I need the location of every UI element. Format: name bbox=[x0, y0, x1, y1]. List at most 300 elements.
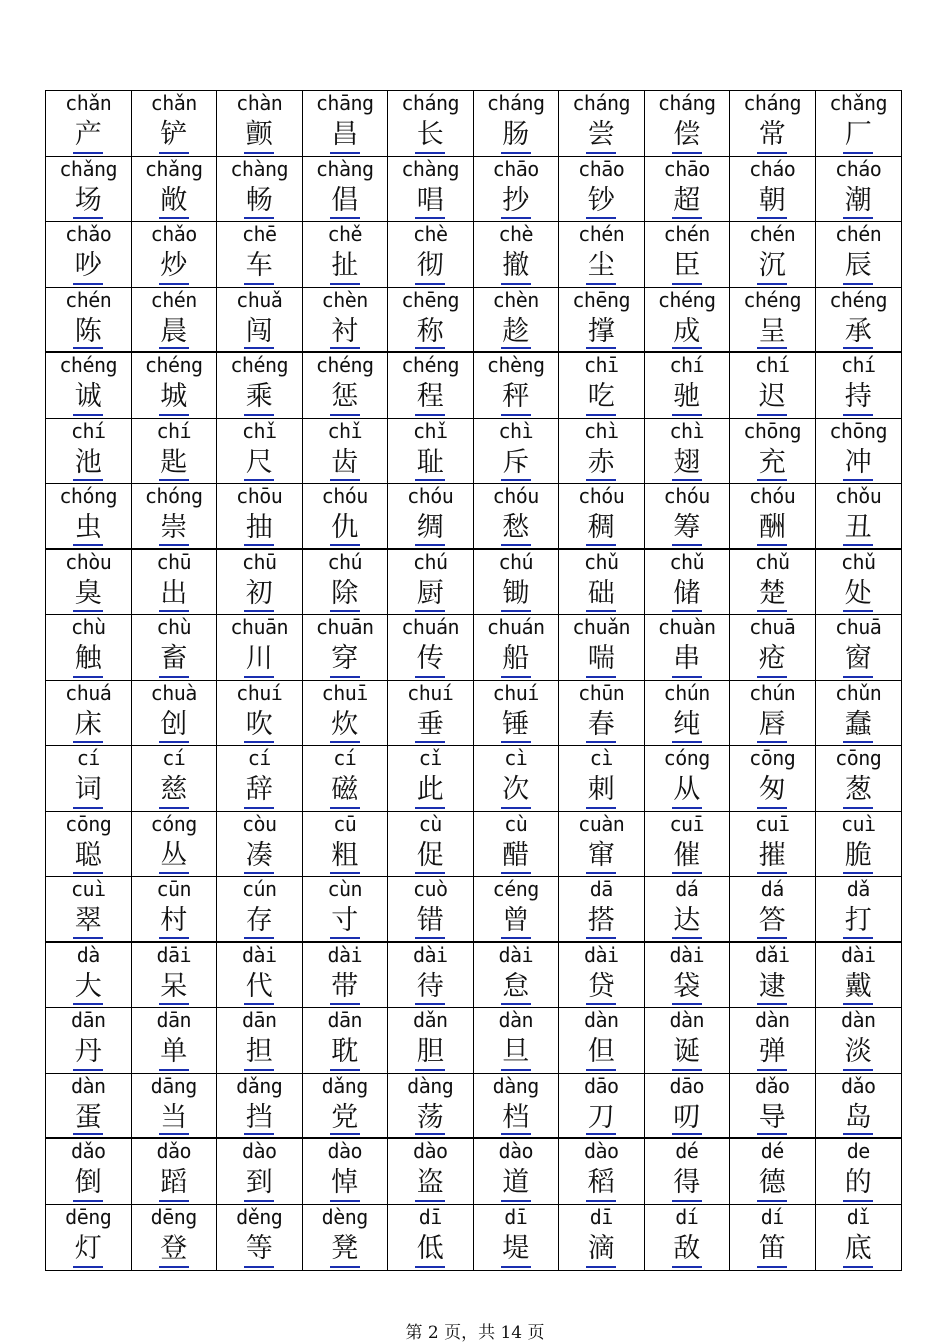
grid-cell bbox=[816, 550, 902, 616]
hanzi-character: 待 bbox=[416, 970, 444, 1002]
pinyin-text: dàn bbox=[70, 1073, 106, 1098]
hanzi-character: 匙 bbox=[160, 446, 188, 478]
pinyin-text: chún bbox=[749, 680, 796, 705]
hanzi-character: 从 bbox=[673, 774, 701, 805]
blue-underline bbox=[244, 1133, 274, 1135]
pinyin-text: chě bbox=[327, 222, 363, 246]
pinyin-text: dào bbox=[498, 1139, 534, 1163]
blue-underline bbox=[330, 1133, 360, 1135]
pinyin-text: cháng bbox=[743, 91, 802, 115]
blue-underline bbox=[672, 1266, 702, 1268]
hanzi-character: 慈 bbox=[160, 774, 188, 805]
pinyin-text: dān bbox=[241, 1008, 277, 1032]
pinyin-text: dài bbox=[498, 942, 534, 967]
grid-cell bbox=[730, 615, 816, 681]
hanzi-character: 诚 bbox=[74, 381, 102, 412]
pinyin-text: chuā bbox=[749, 615, 796, 639]
blue-underline bbox=[73, 544, 103, 546]
blue-underline bbox=[159, 217, 189, 219]
grid-cell bbox=[46, 353, 132, 419]
grid-cell bbox=[645, 550, 731, 616]
blue-underline bbox=[672, 1200, 702, 1202]
grid-cell bbox=[217, 288, 303, 354]
grid-cell bbox=[816, 1205, 902, 1271]
blue-underline bbox=[244, 807, 274, 809]
blue-underline bbox=[159, 1266, 189, 1268]
hanzi-character: 大 bbox=[74, 970, 102, 1002]
hanzi-character: 丛 bbox=[160, 839, 188, 871]
pinyin-text: chǐ bbox=[412, 418, 448, 443]
blue-underline bbox=[757, 283, 787, 285]
hanzi-character: 锄 bbox=[502, 577, 530, 609]
grid-cell bbox=[730, 943, 816, 1009]
hanzi-character: 仇 bbox=[331, 512, 359, 543]
hanzi-character: 炊 bbox=[331, 708, 359, 740]
grid-cell bbox=[816, 91, 902, 157]
grid-cell bbox=[132, 419, 218, 485]
hanzi-character: 撑 bbox=[587, 315, 615, 347]
grid-cell bbox=[474, 353, 560, 419]
pinyin-text: cù bbox=[418, 811, 442, 836]
grid-cell bbox=[303, 681, 389, 747]
pinyin-text: dā bbox=[589, 877, 613, 901]
hanzi-character: 初 bbox=[245, 577, 273, 609]
grid-cell bbox=[132, 746, 218, 812]
blue-underline bbox=[330, 1266, 360, 1268]
pinyin-text: cōng bbox=[65, 811, 112, 836]
blue-underline bbox=[244, 1069, 274, 1071]
pinyin-text: dí bbox=[760, 1204, 784, 1229]
hanzi-character: 但 bbox=[587, 1036, 615, 1067]
grid-cell bbox=[474, 91, 560, 157]
blue-underline bbox=[586, 152, 616, 154]
pinyin-text: chèng bbox=[486, 353, 545, 377]
hanzi-character: 传 bbox=[416, 643, 444, 674]
hanzi-character: 党 bbox=[331, 1101, 359, 1133]
pinyin-text: chèn bbox=[492, 287, 539, 312]
blue-underline bbox=[73, 807, 103, 809]
pinyin-text: chù bbox=[156, 615, 192, 639]
pinyin-text: chàng bbox=[315, 156, 374, 181]
hanzi-character: 处 bbox=[844, 577, 872, 609]
grid-cell bbox=[217, 222, 303, 288]
pinyin-text: céng bbox=[492, 877, 539, 901]
grid-cell bbox=[816, 615, 902, 681]
pinyin-text: chéng bbox=[743, 287, 802, 312]
pinyin-text: dào bbox=[327, 1139, 363, 1163]
pinyin-text: cháng bbox=[486, 91, 545, 115]
pinyin-text: cūn bbox=[156, 877, 192, 901]
blue-underline bbox=[586, 1133, 616, 1135]
pinyin-text: chuà bbox=[150, 680, 197, 705]
grid-cell bbox=[388, 550, 474, 616]
hanzi-character: 吃 bbox=[587, 381, 615, 412]
blue-underline bbox=[672, 152, 702, 154]
blue-underline bbox=[415, 544, 445, 546]
hanzi-character: 常 bbox=[758, 119, 786, 150]
hanzi-character: 场 bbox=[74, 184, 102, 216]
grid-cell bbox=[46, 681, 132, 747]
blue-underline bbox=[501, 937, 531, 939]
pinyin-text: cì bbox=[589, 746, 613, 770]
blue-underline bbox=[73, 610, 103, 612]
blue-underline bbox=[843, 479, 873, 481]
hanzi-character: 臣 bbox=[673, 250, 701, 281]
pinyin-text: chén bbox=[578, 222, 625, 246]
pinyin-text: chōng bbox=[743, 418, 802, 443]
page-footer: 第 2 页，共 14 页 bbox=[405, 1323, 545, 1343]
pinyin-text: dǎo bbox=[840, 1073, 876, 1098]
pinyin-text: cuī bbox=[754, 811, 790, 836]
grid-cell bbox=[46, 615, 132, 681]
grid-cell bbox=[559, 419, 645, 485]
hanzi-character: 的 bbox=[844, 1167, 872, 1198]
grid-cell bbox=[303, 1139, 389, 1205]
pinyin-text: dāo bbox=[583, 1073, 619, 1098]
grid-cell bbox=[303, 1074, 389, 1140]
grid-cell bbox=[730, 484, 816, 550]
hanzi-character: 次 bbox=[502, 774, 530, 805]
hanzi-character: 驰 bbox=[673, 381, 701, 412]
pinyin-text: dǎi bbox=[754, 942, 790, 967]
grid-cell bbox=[217, 157, 303, 223]
hanzi-character: 衬 bbox=[331, 315, 359, 347]
blue-underline bbox=[672, 676, 702, 678]
hanzi-character: 悼 bbox=[331, 1167, 359, 1198]
hanzi-character: 词 bbox=[74, 774, 102, 805]
hanzi-character: 逮 bbox=[758, 970, 786, 1002]
blue-underline bbox=[672, 807, 702, 809]
grid-cell bbox=[559, 615, 645, 681]
hanzi-character: 丹 bbox=[74, 1036, 102, 1067]
blue-underline bbox=[843, 1200, 873, 1202]
grid-cell bbox=[303, 222, 389, 288]
pinyin-text: chéng bbox=[829, 287, 888, 312]
pinyin-text: dàn bbox=[840, 1008, 876, 1032]
grid-cell bbox=[730, 877, 816, 943]
grid-cell bbox=[303, 812, 389, 878]
pinyin-text: cí bbox=[333, 746, 357, 770]
hanzi-character: 斥 bbox=[502, 446, 530, 478]
grid-cell bbox=[217, 484, 303, 550]
blue-underline bbox=[586, 610, 616, 612]
hanzi-character: 搭 bbox=[587, 905, 615, 936]
pinyin-text: dào bbox=[412, 1139, 448, 1163]
hanzi-character: 抽 bbox=[245, 512, 273, 543]
pinyin-text: chóu bbox=[492, 484, 539, 508]
hanzi-character: 淡 bbox=[844, 1036, 872, 1067]
hanzi-character: 储 bbox=[673, 577, 701, 609]
pinyin-text: chén bbox=[663, 222, 710, 246]
blue-underline bbox=[501, 544, 531, 546]
blue-underline bbox=[757, 807, 787, 809]
grid-cell bbox=[46, 1008, 132, 1074]
hanzi-character: 肠 bbox=[502, 119, 530, 150]
blue-underline bbox=[501, 741, 531, 743]
hanzi-character: 堤 bbox=[502, 1232, 530, 1264]
grid-cell bbox=[816, 681, 902, 747]
blue-underline bbox=[415, 1133, 445, 1135]
hanzi-character: 刺 bbox=[587, 774, 615, 805]
hanzi-character: 超 bbox=[673, 184, 701, 216]
blue-underline bbox=[244, 283, 274, 285]
blue-underline bbox=[501, 807, 531, 809]
grid-cell bbox=[645, 1008, 731, 1074]
grid-cell bbox=[730, 550, 816, 616]
pinyin-text: chéng bbox=[230, 353, 289, 377]
hanzi-character: 此 bbox=[416, 774, 444, 805]
hanzi-character: 昌 bbox=[331, 119, 359, 150]
blue-underline bbox=[586, 414, 616, 416]
hanzi-character: 筹 bbox=[673, 512, 701, 543]
grid-cell bbox=[559, 681, 645, 747]
hanzi-character: 怠 bbox=[502, 970, 530, 1002]
pinyin-text: chū bbox=[241, 549, 277, 574]
hanzi-character: 扯 bbox=[331, 250, 359, 281]
grid-cell bbox=[303, 746, 389, 812]
blue-underline bbox=[244, 1200, 274, 1202]
pinyin-text: chú bbox=[412, 549, 448, 574]
grid-cell bbox=[730, 157, 816, 223]
blue-underline bbox=[415, 872, 445, 874]
pinyin-text: cuì bbox=[840, 811, 876, 836]
pinyin-text: chè bbox=[412, 222, 448, 246]
blue-underline bbox=[330, 414, 360, 416]
grid-cell bbox=[559, 288, 645, 354]
grid-cell bbox=[132, 353, 218, 419]
pinyin-text: chǔ bbox=[669, 549, 705, 574]
hanzi-character: 创 bbox=[160, 708, 188, 740]
pinyin-text: dī bbox=[418, 1204, 442, 1229]
grid-cell bbox=[474, 877, 560, 943]
pinyin-text: chún bbox=[663, 680, 710, 705]
hanzi-character: 蛋 bbox=[74, 1101, 102, 1133]
grid-cell bbox=[645, 419, 731, 485]
grid-cell bbox=[388, 877, 474, 943]
pinyin-text: dàn bbox=[583, 1008, 619, 1032]
hanzi-character: 导 bbox=[758, 1101, 786, 1133]
pinyin-text: chǎn bbox=[65, 91, 112, 115]
blue-underline bbox=[757, 1003, 787, 1005]
grid-cell bbox=[816, 1074, 902, 1140]
grid-cell bbox=[132, 91, 218, 157]
hanzi-character: 倒 bbox=[74, 1167, 102, 1198]
hanzi-character: 翠 bbox=[74, 905, 102, 936]
blue-underline bbox=[330, 217, 360, 219]
grid-cell bbox=[730, 1205, 816, 1271]
hanzi-character: 臭 bbox=[74, 577, 102, 609]
blue-underline bbox=[586, 347, 616, 349]
grid-cell bbox=[132, 222, 218, 288]
hanzi-character: 低 bbox=[416, 1232, 444, 1264]
pinyin-text: dào bbox=[241, 1139, 277, 1163]
grid-cell bbox=[645, 681, 731, 747]
blue-underline bbox=[757, 610, 787, 612]
grid-cell bbox=[559, 353, 645, 419]
pinyin-text: cū bbox=[333, 811, 357, 836]
grid-cell bbox=[217, 746, 303, 812]
grid-cell bbox=[46, 157, 132, 223]
blue-underline bbox=[586, 741, 616, 743]
grid-cell bbox=[217, 812, 303, 878]
blue-underline bbox=[330, 676, 360, 678]
pinyin-text: chōu bbox=[236, 484, 283, 508]
pinyin-text: dí bbox=[675, 1204, 699, 1229]
grid-cell bbox=[730, 288, 816, 354]
blue-underline bbox=[501, 872, 531, 874]
hanzi-character: 楚 bbox=[758, 577, 786, 609]
grid-cell bbox=[730, 91, 816, 157]
blue-underline bbox=[159, 347, 189, 349]
blue-underline bbox=[73, 217, 103, 219]
pinyin-text: chàng bbox=[401, 156, 460, 181]
blue-underline bbox=[73, 283, 103, 285]
grid-cell bbox=[217, 681, 303, 747]
blue-underline bbox=[330, 1200, 360, 1202]
hanzi-character: 出 bbox=[160, 577, 188, 609]
grid-cell bbox=[559, 1139, 645, 1205]
hanzi-character: 船 bbox=[502, 643, 530, 674]
blue-underline bbox=[159, 1133, 189, 1135]
pinyin-text: chóu bbox=[663, 484, 710, 508]
blue-underline bbox=[501, 1003, 531, 1005]
blue-underline bbox=[159, 741, 189, 743]
grid-cell bbox=[474, 157, 560, 223]
blue-underline bbox=[73, 937, 103, 939]
pinyin-text: dǎn bbox=[412, 1008, 448, 1032]
blue-underline bbox=[330, 1003, 360, 1005]
blue-underline bbox=[843, 152, 873, 154]
hanzi-character: 秤 bbox=[502, 381, 530, 412]
grid-cell bbox=[388, 746, 474, 812]
pinyin-text: còu bbox=[241, 811, 277, 836]
grid-cell bbox=[388, 353, 474, 419]
hanzi-character: 城 bbox=[160, 381, 188, 412]
pinyin-text: cún bbox=[241, 877, 277, 901]
pinyin-text: dàn bbox=[754, 1008, 790, 1032]
blue-underline bbox=[672, 1003, 702, 1005]
blue-underline bbox=[73, 1266, 103, 1268]
hanzi-character: 冲 bbox=[844, 446, 872, 478]
blue-underline bbox=[501, 1069, 531, 1071]
pinyin-text: chén bbox=[150, 287, 197, 312]
pinyin-text: chuǎn bbox=[572, 615, 631, 639]
grid-cell bbox=[559, 91, 645, 157]
hanzi-character: 春 bbox=[587, 708, 615, 740]
blue-underline bbox=[672, 872, 702, 874]
hanzi-character: 尺 bbox=[245, 446, 273, 478]
grid-cell bbox=[303, 353, 389, 419]
blue-underline bbox=[757, 937, 787, 939]
grid-cell bbox=[217, 1139, 303, 1205]
blue-underline bbox=[586, 1200, 616, 1202]
pinyin-text: chéng bbox=[59, 353, 118, 377]
blue-underline bbox=[672, 414, 702, 416]
pinyin-text: chāo bbox=[578, 156, 625, 181]
grid-cell bbox=[645, 288, 731, 354]
grid-cell bbox=[132, 943, 218, 1009]
grid-cell bbox=[46, 288, 132, 354]
pinyin-text: chéng bbox=[401, 353, 460, 377]
pinyin-text: chǎng bbox=[59, 156, 118, 181]
pinyin-text: chóng bbox=[59, 484, 118, 508]
grid-cell bbox=[559, 812, 645, 878]
pinyin-text: cí bbox=[247, 746, 271, 770]
grid-cell bbox=[816, 943, 902, 1009]
blue-underline bbox=[159, 152, 189, 154]
blue-underline bbox=[501, 479, 531, 481]
hanzi-character: 虫 bbox=[74, 512, 102, 543]
grid-cell bbox=[645, 615, 731, 681]
pinyin-text: chù bbox=[70, 615, 106, 639]
pinyin-text: cí bbox=[162, 746, 186, 770]
hanzi-character: 村 bbox=[160, 905, 188, 936]
blue-underline bbox=[415, 1200, 445, 1202]
blue-underline bbox=[672, 741, 702, 743]
blue-underline bbox=[244, 741, 274, 743]
pinyin-text: de bbox=[846, 1139, 870, 1163]
grid-cell bbox=[816, 746, 902, 812]
blue-underline bbox=[244, 347, 274, 349]
hanzi-character: 吹 bbox=[245, 708, 273, 740]
pinyin-text: dé bbox=[675, 1139, 699, 1163]
hanzi-character: 档 bbox=[502, 1101, 530, 1133]
pinyin-text: dī bbox=[504, 1204, 528, 1229]
grid-cell bbox=[816, 1139, 902, 1205]
hanzi-character: 匆 bbox=[758, 774, 786, 805]
hanzi-character: 辞 bbox=[245, 774, 273, 805]
grid-cell bbox=[132, 681, 218, 747]
hanzi-character: 担 bbox=[245, 1036, 273, 1067]
hanzi-character: 惩 bbox=[331, 381, 359, 412]
blue-underline bbox=[73, 676, 103, 678]
pinyin-text: chì bbox=[498, 418, 534, 443]
blue-underline bbox=[330, 741, 360, 743]
grid-cell bbox=[730, 812, 816, 878]
grid-cell bbox=[303, 877, 389, 943]
blue-underline bbox=[415, 152, 445, 154]
grid-cell bbox=[388, 943, 474, 1009]
pinyin-text: děng bbox=[236, 1204, 283, 1229]
hanzi-character: 畅 bbox=[245, 184, 273, 216]
hanzi-character: 疮 bbox=[758, 643, 786, 674]
pinyin-text: dàng bbox=[492, 1073, 539, 1098]
grid-cell bbox=[559, 746, 645, 812]
grid-cell bbox=[46, 1205, 132, 1271]
grid-cell bbox=[816, 157, 902, 223]
pinyin-text: chǔ bbox=[754, 549, 790, 574]
hanzi-character: 袋 bbox=[673, 970, 701, 1002]
blue-underline bbox=[672, 217, 702, 219]
grid-cell bbox=[46, 1074, 132, 1140]
pinyin-text: dǎo bbox=[156, 1139, 192, 1163]
grid-cell bbox=[474, 1205, 560, 1271]
grid-cell bbox=[217, 91, 303, 157]
grid-cell bbox=[303, 550, 389, 616]
pinyin-text: chuàn bbox=[657, 615, 716, 639]
pinyin-text: dān bbox=[327, 1008, 363, 1032]
hanzi-character: 唇 bbox=[758, 708, 786, 740]
grid-cell bbox=[217, 877, 303, 943]
blue-underline bbox=[586, 283, 616, 285]
hanzi-character: 醋 bbox=[502, 839, 530, 871]
blue-underline bbox=[843, 1069, 873, 1071]
grid-cell bbox=[474, 288, 560, 354]
grid-cell bbox=[132, 812, 218, 878]
pinyin-text: cí bbox=[76, 746, 100, 770]
hanzi-character: 蹈 bbox=[160, 1167, 188, 1198]
pinyin-text: dāng bbox=[150, 1073, 197, 1098]
